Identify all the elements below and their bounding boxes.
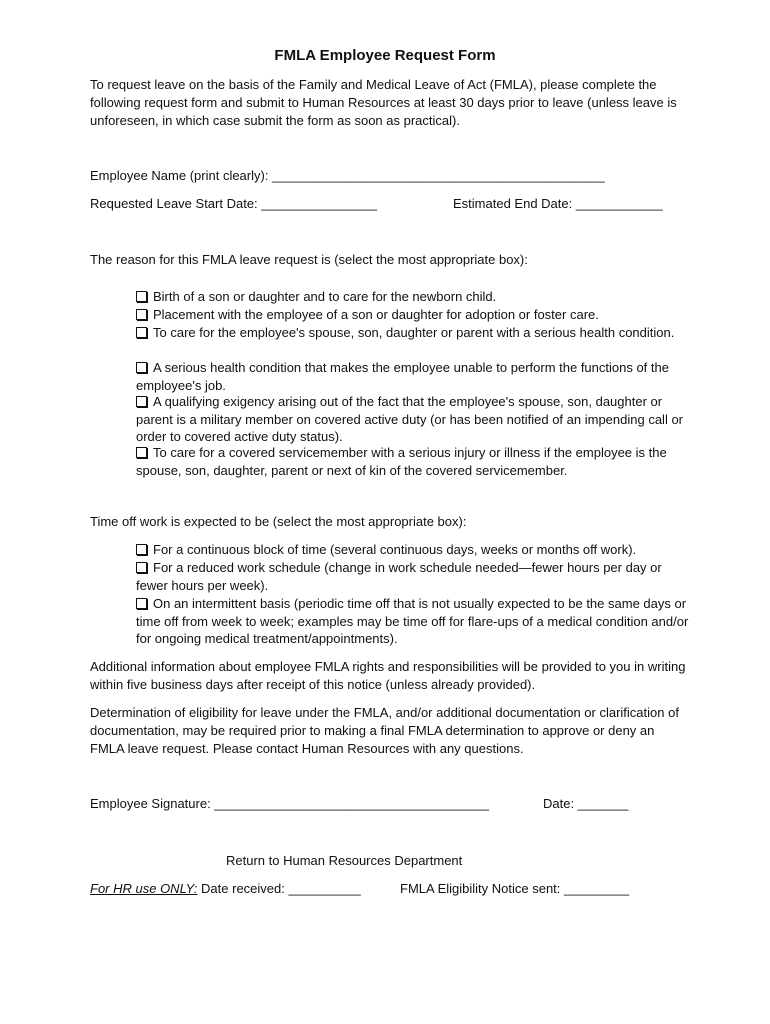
- estimated-end-date-field[interactable]: Estimated End Date: ____________: [453, 196, 663, 211]
- reason-option-placement[interactable]: Placement with the employee of a son or daughter for adoption or foster care.: [136, 306, 696, 324]
- reason-option-exigency[interactable]: A qualifying exigency arising out of the fact that the employee's spouse, son, daughter or parent is a military member on covered active duty (or has been notified of an impending call or order to covered active duty status).: [136, 394, 684, 444]
- date-received-field[interactable]: Date received: __________: [201, 881, 361, 896]
- return-instruction: Return to Human Resources Department: [226, 853, 463, 868]
- additional-info-paragraph: Additional information about employee FMLA rights and responsibilities will be provided to you in writing within five business days after receipt of this notice (unless already provided).: [90, 659, 686, 692]
- reason-heading: The reason for this FMLA leave request is (select the most appropriate box):: [90, 252, 528, 267]
- signature-date-field[interactable]: Date: _______: [543, 796, 629, 811]
- reason-option-servicemember[interactable]: To care for a covered servicemember with a serious injury or illness if the employee is the spouse, son, daughter, parent or next of kin of the covered servicemember.: [136, 445, 667, 478]
- form-title: FMLA Employee Request Form: [274, 47, 496, 64]
- checkbox-icon[interactable]: [136, 447, 147, 458]
- determination-paragraph: Determination of eligibility for leave under the FMLA, and/or additional documentation or clarification of documentation, may be required prior to making a final FMLA determination to approve or deny an FMLA leave request. Please contact Human Resources with any questions.: [90, 705, 679, 756]
- checkbox-icon[interactable]: [136, 362, 147, 373]
- reason-option-birth[interactable]: Birth of a son or daughter and to care for the newborn child.: [136, 288, 696, 306]
- timeoff-option-intermittent[interactable]: On an intermittent basis (periodic time off that is not usually expected to be the same days or time off from week to week; examples may be time off for flare-ups of a medical condition and/or for ongoing medical treatment/appointments).: [136, 596, 689, 646]
- eligibility-notice-field[interactable]: FMLA Eligibility Notice sent: _________: [400, 881, 630, 896]
- checkbox-icon[interactable]: [136, 327, 147, 338]
- checkbox-icon[interactable]: [136, 598, 147, 609]
- timeoff-option-reduced[interactable]: For a reduced work schedule (change in work schedule needed—fewer hours per day or fewer hours per week).: [136, 560, 662, 593]
- employee-name-field[interactable]: Employee Name (print clearly): ______________________________________________: [90, 168, 605, 183]
- intro-paragraph: To request leave on the basis of the Family and Medical Leave of Act (FMLA), please complete the following request form and submit to Human Resources at least 30 days prior to leave (unless leave is unforeseen, in which case submit the form as soon as practical).: [90, 77, 677, 128]
- reason-option-family-care[interactable]: To care for the employee's spouse, son, daughter or parent with a serious health condition.: [136, 324, 696, 342]
- hr-use-label: For HR use ONLY:: [90, 881, 198, 896]
- timeoff-option-continuous[interactable]: For a continuous block of time (several continuous days, weeks or months off work).: [136, 541, 696, 559]
- checkbox-icon[interactable]: [136, 562, 147, 573]
- checkbox-icon[interactable]: [136, 291, 147, 302]
- reason-option-own-health[interactable]: A serious health condition that makes the employee unable to perform the functions of the employee's job.: [136, 360, 669, 393]
- checkbox-icon[interactable]: [136, 309, 147, 320]
- employee-signature-field[interactable]: Employee Signature: ______________________________________: [90, 796, 490, 811]
- hr-use-section: [90, 880, 361, 898]
- leave-start-date-field[interactable]: Requested Leave Start Date: ________________: [90, 196, 377, 211]
- checkbox-icon[interactable]: [136, 544, 147, 555]
- checkbox-icon[interactable]: [136, 396, 147, 407]
- timeoff-heading: Time off work is expected to be (select the most appropriate box):: [90, 514, 467, 529]
